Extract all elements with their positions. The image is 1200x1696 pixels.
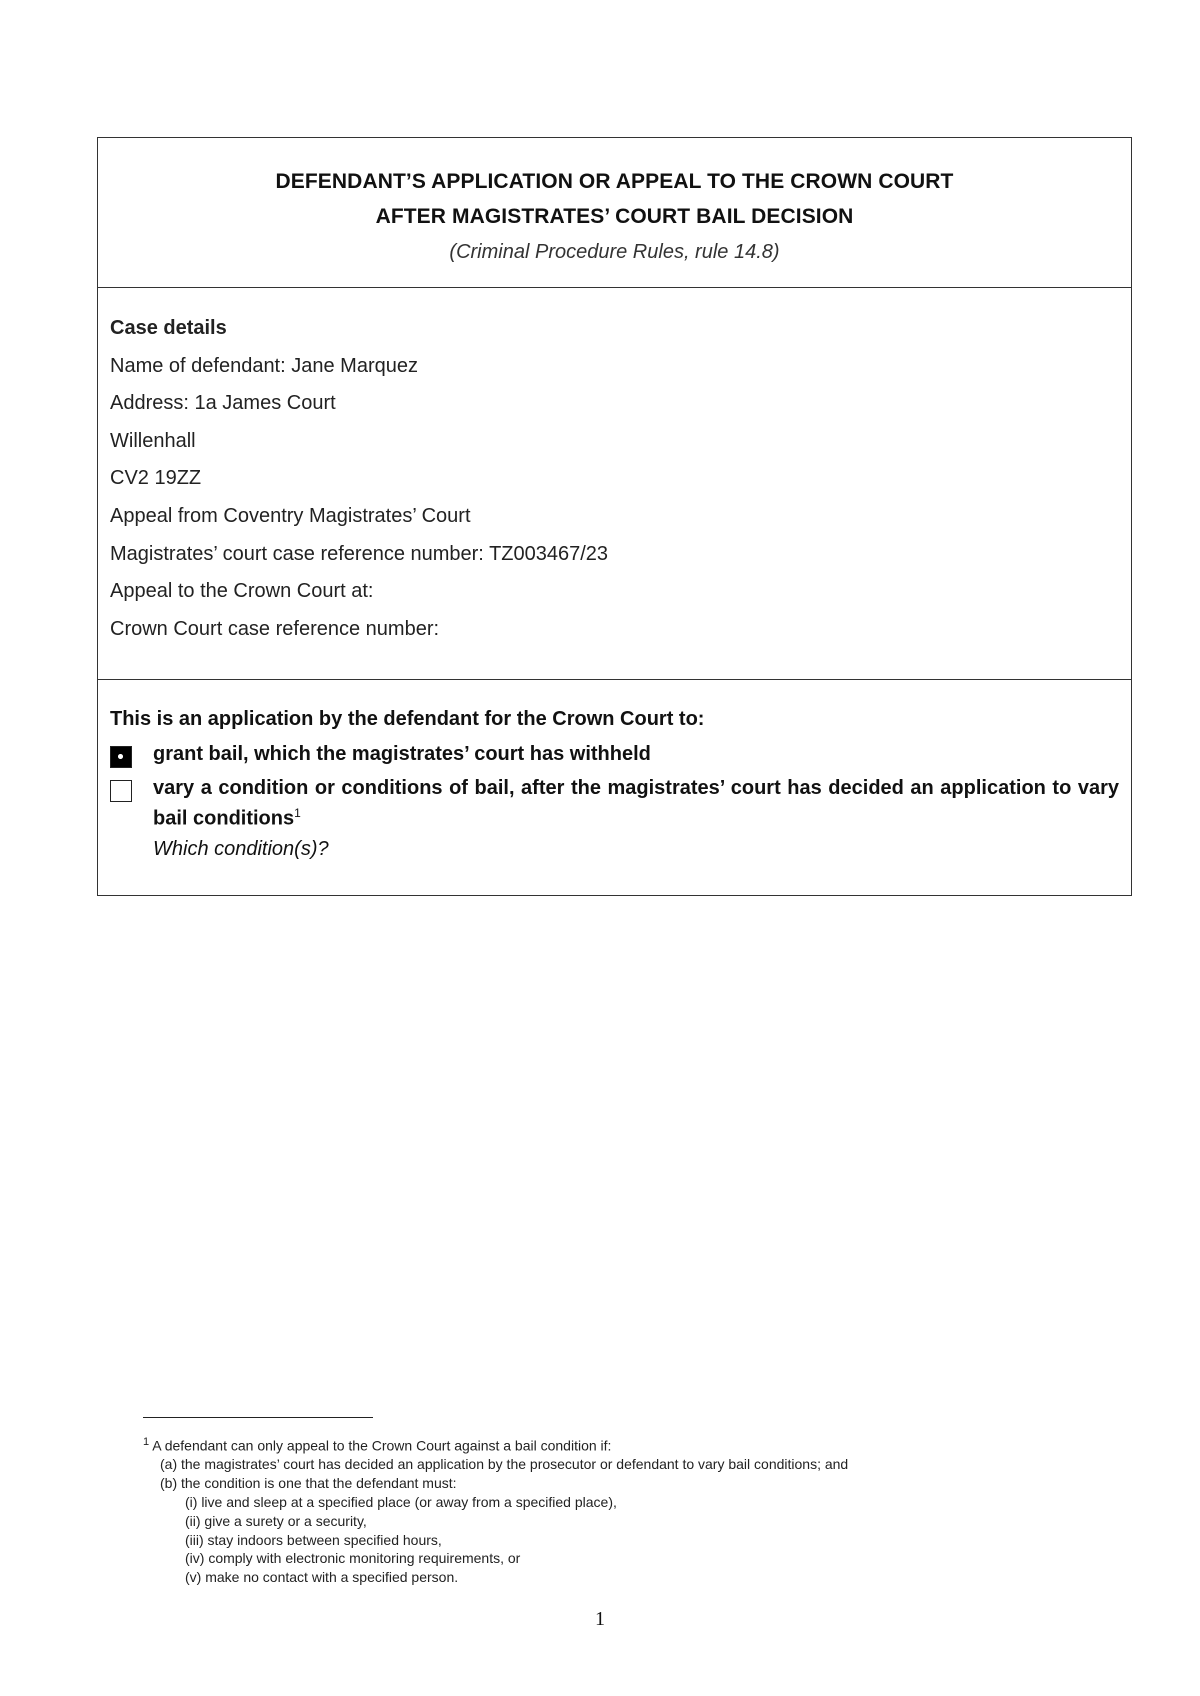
defendant-name: Name of defendant: Jane Marquez [110,354,418,377]
title-section [98,138,1131,288]
page-number: 1 [595,1608,605,1630]
vary-conditions-label: vary a condition or conditions of bail, after the magistrates’ court has decided an application to vary bail conditions [153,777,1119,830]
footnote-intro: A defendant can only appeal to the Crown Court against a bail condition if: [149,1437,612,1454]
form-subtitle: (Criminal Procedure Rules, rule 14.8) [449,241,780,263]
footnote-item-i: (i) live and sleep at a specified place (or away from a specified place), [185,1494,617,1511]
crown-court-reference: Crown Court case reference number: [110,617,440,640]
appeal-to: Appeal to the Crown Court at: [110,580,374,603]
vary-conditions-text [153,776,1119,832]
magistrates-reference: Magistrates’ court case reference number: TZ003467/23 [110,542,609,565]
application-section [98,680,1131,895]
footnote [143,1433,1043,1587]
form-box [97,137,1132,896]
footnote-mark: 1 [143,1436,150,1448]
vary-conditions-checkbox[interactable] [110,780,132,802]
address-line-2: Willenhall [110,429,196,452]
address-line-1: Address: 1a James Court [110,392,336,415]
footnote-separator [143,1417,373,1418]
option-grant-bail [110,742,1119,768]
which-conditions: Which condition(s)? [153,837,329,860]
option-vary-conditions [110,776,1119,832]
footnote-item-v: (v) make no contact with a specified person. [185,1569,459,1586]
footnote-item-ii: (ii) give a surety or a security, [185,1512,367,1529]
form-title-line-2: AFTER MAGISTRATES’ COURT BAIL DECISION [375,205,854,228]
footnote-intro-line [143,1433,1043,1455]
footnote-item-b: (b) the condition is one that the defendant must: [160,1475,457,1492]
footnote-item-a: (a) the magistrates’ court has decided an application by the prosecutor or defendant to vary bail conditions; and [160,1456,849,1473]
application-heading: This is an application by the defendant for the Crown Court to: [110,708,705,730]
case-details-section [98,288,1131,680]
case-details-heading: Case details [110,317,227,339]
appeal-from: Appeal from Coventry Magistrates’ Court [110,504,471,527]
grant-bail-checkbox[interactable] [110,746,132,768]
grant-bail-label: grant bail, which the magistrates’ court has withheld [153,743,651,765]
footnote-item-iv: (iv) comply with electronic monitoring requirements, or [185,1550,521,1567]
address-line-3: CV2 19ZZ [110,467,202,490]
form-title-line-1: DEFENDANT’S APPLICATION OR APPEAL TO THE CROWN COURT [275,170,954,193]
footnote-item-iii: (iii) stay indoors between specified hours, [185,1531,442,1548]
footnote-reference[interactable]: 1 [294,806,301,820]
